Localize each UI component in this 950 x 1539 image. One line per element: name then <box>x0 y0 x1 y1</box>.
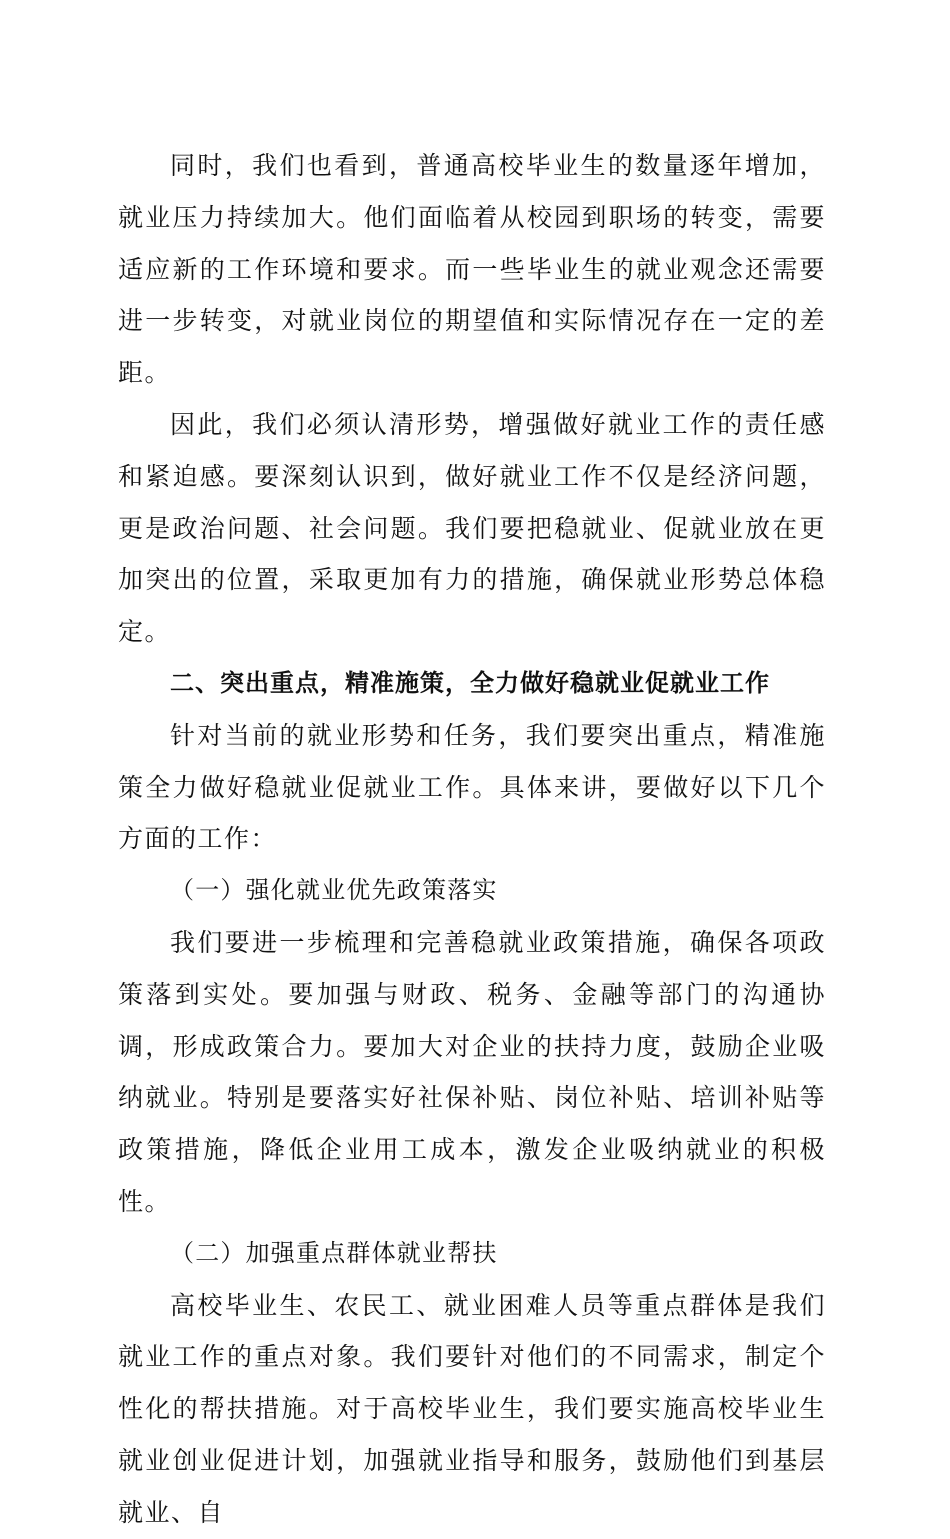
document-body <box>118 140 826 1539</box>
section-heading-two: 二、突出重点，精准施策，全力做好稳就业促就业工作 <box>170 668 770 697</box>
paragraph-graduates-pressure: 同时，我们也看到，普通高校毕业生的数量逐年增加，就业压力持续加大。他们面临着从校园到职场的转变，需要适应新的工作环境和要求。而一些毕业生的就业观念还需要进一步转变，对就业岗位的期望值和实际情况存在一定的差距。 <box>118 151 826 388</box>
paragraph-recognize-situation: 因此，我们必须认清形势，增强做好就业工作的责任感和紧迫感。要深刻认识到，做好就业工作不仅是经济问题，更是政治问题、社会问题。我们要把稳就业、促就业放在更加突出的位置，采取更加有力的措施，确保就业形势总体稳定。 <box>118 409 826 647</box>
paragraph-section-intro: 针对当前的就业形势和任务，我们要突出重点，精准施策全力做好稳就业促就业工作。具体来讲，要做好以下几个方面的工作： <box>118 720 826 854</box>
subheading-key-groups: （二）加强重点群体就业帮扶 <box>170 1238 498 1267</box>
paragraph-policy-measures: 我们要进一步梳理和完善稳就业政策措施，确保各项政策落到实处。要加强与财政、税务、金融等部门的沟通协调，形成政策合力。要加大对企业的扶持力度，鼓励企业吸纳就业。特别是要落实好社保补贴、岗位补贴、培训补贴等政策措施，降低企业用工成本，激发企业吸纳就业的积极性。 <box>118 927 826 1216</box>
paragraph-key-groups-support: 高校毕业生、农民工、就业困难人员等重点群体是我们就业工作的重点对象。我们要针对他们的不同需求，制定个性化的帮扶措施。对于高校毕业生，我们要实施高校毕业生就业创业促进计划，加强就业指导和服务，鼓励他们到基层就业、自 <box>118 1290 826 1527</box>
subheading-policy-implementation: （一）强化就业优先政策落实 <box>170 876 498 905</box>
